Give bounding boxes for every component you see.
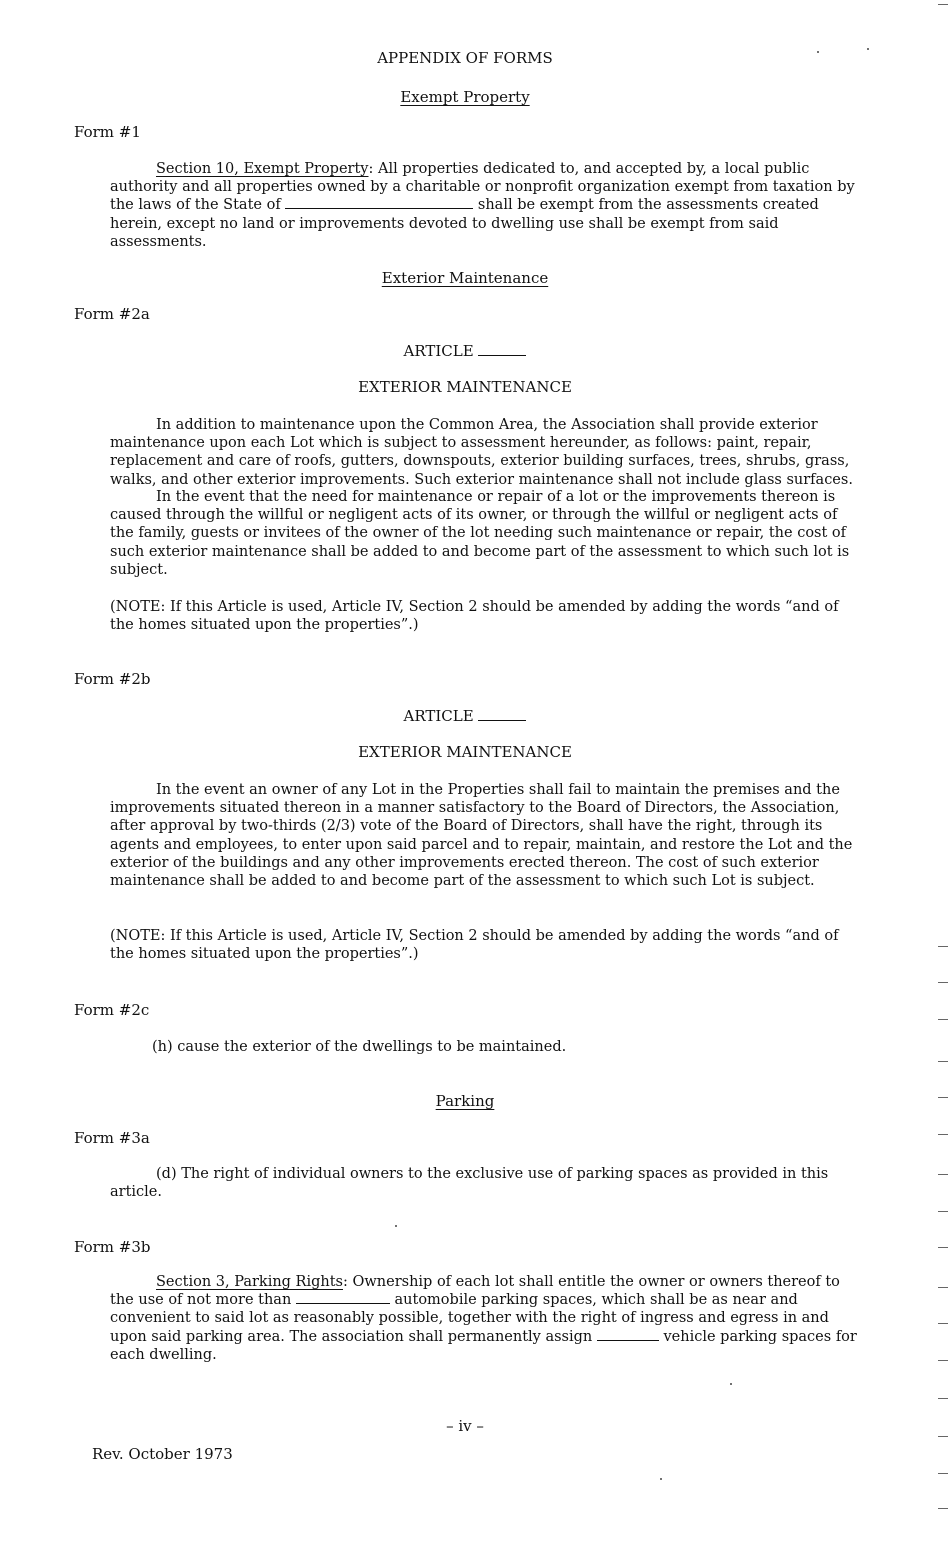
exempt-property-heading: Exempt Property: [400, 88, 530, 106]
form-2a-paragraph-1: In addition to maintenance upon the Common Area, the Association shall provide exterior maintenance upon each Lot which is subject to assessment hereunder, as follows: paint, repair, replacement and care of roofs, gutters, downspouts, exterior building surfaces, trees, shrubs, grass, walks, and other exterior improvements. Such exterior maintenance shall not include glass surfaces.: [110, 417, 853, 488]
form-2a-article-title: EXTERIOR MAINTENANCE: [358, 378, 572, 396]
exterior-maintenance-heading: Exterior Maintenance: [381, 269, 549, 287]
form-1-text-b: shall be exempt from the assessments created herein, except no land or improvements devoted to dwelling use shall be exempt from said assessments.: [110, 197, 819, 250]
scan-edge-marks: [934, 0, 950, 1554]
form-3b-paragraph: [110, 1273, 860, 1364]
form-2a-article-line: [0, 342, 930, 360]
form-2b-label: Form #2b: [74, 670, 151, 688]
form-1-paragraph: [110, 160, 860, 251]
form-3b-label: Form #3b: [74, 1238, 151, 1256]
form-2a-article: ARTICLE: [403, 342, 474, 360]
exterior-heading-wrap: [0, 269, 930, 287]
exempt-heading-wrap: [0, 88, 930, 106]
form-3a-label: Form #3a: [74, 1129, 150, 1147]
form-2a-paragraph-2: In the event that the need for maintenance or repair of a lot or the improvements thereon is caused through the willful or negligent acts of its owner, or through the willful or negligent acts of the family, guests or invitees of the owner of the lot needing such maintenance or repair, the cost of such exterior maintenance shall be added to and become part of the assessment to which such lot is subject.: [110, 489, 850, 578]
form-1-text-a: : All properties dedicated to, and accepted by, a local public authority and all properties owned by a charitable or nonprofit organization exempt from taxation by the laws of the State of: [110, 161, 855, 214]
parking-heading-wrap: [0, 1092, 930, 1110]
parking-heading: Parking: [435, 1092, 495, 1110]
scan-speck: [660, 1478, 662, 1480]
form-3b-text-b: automobile parking spaces, which shall be as near and convenient to said lot as reasonably possible, together with the right of ingress and egress in and upon said parking area. The association shall permanently assign: [110, 1292, 829, 1345]
form-3b-text-c: vehicle parking spaces for each dwelling.: [110, 1328, 857, 1363]
appendix-title: APPENDIX OF FORMS: [377, 49, 553, 67]
parking-count-blank: [296, 1291, 390, 1304]
section-10-title: Section 10, Exempt Property: [156, 161, 369, 177]
scan-speck: [867, 48, 869, 50]
state-blank: [285, 196, 473, 209]
form-2b-article: ARTICLE: [403, 707, 474, 725]
form-2a-note: (NOTE: If this Article is used, Article IV, Section 2 should be amended by adding the words “and of the homes situated upon the properties”.): [110, 599, 839, 634]
form-3a-text: (d) The right of individual owners to the exclusive use of parking spaces as provided in this article.: [110, 1166, 829, 1201]
section-3-title: Section 3, Parking Rights: [156, 1274, 343, 1290]
form-2b-article-blank: [478, 708, 526, 721]
revision-date: Rev. October 1973: [92, 1445, 233, 1463]
page-number: – iv –: [446, 1417, 484, 1435]
form-2a-label: Form #2a: [74, 305, 150, 323]
form-2b-article-title: EXTERIOR MAINTENANCE: [358, 743, 572, 761]
form-1-label: Form #1: [74, 123, 141, 141]
assign-count-blank: [597, 1328, 659, 1341]
form-2a-article-blank: [478, 343, 526, 356]
form-2c-label: Form #2c: [74, 1001, 150, 1019]
form-3b-text-a: : Ownership of each lot shall entitle the owner or owners thereof to the use of not more than: [110, 1274, 840, 1309]
scan-speck: [730, 1383, 732, 1385]
form-2b-note: (NOTE: If this Article is used, Article IV, Section 2 should be amended by adding the words “and of the homes situated upon the properties”.): [110, 928, 839, 963]
scan-speck: [395, 1225, 397, 1227]
form-2c-text: (h) cause the exterior of the dwellings to be maintained.: [152, 1039, 567, 1055]
scan-speck: [817, 51, 819, 53]
form-2b-paragraph: In the event an owner of any Lot in the Properties shall fail to maintain the premises and the improvements situated thereon in a manner satisfactory to the Board of Directors, the Association, after approval by two-thirds (2/3) vote of the Board of Directors, shall have the right, through its agents and employees, to enter upon said parcel and to repair, maintain, and restore the Lot and the exterior of the buildings and any other improvements erected thereon. The cost of such exterior maintenance shall be added to and become part of the assessment to which such Lot is subject.: [110, 782, 853, 890]
form-2b-article-line: [0, 707, 930, 725]
